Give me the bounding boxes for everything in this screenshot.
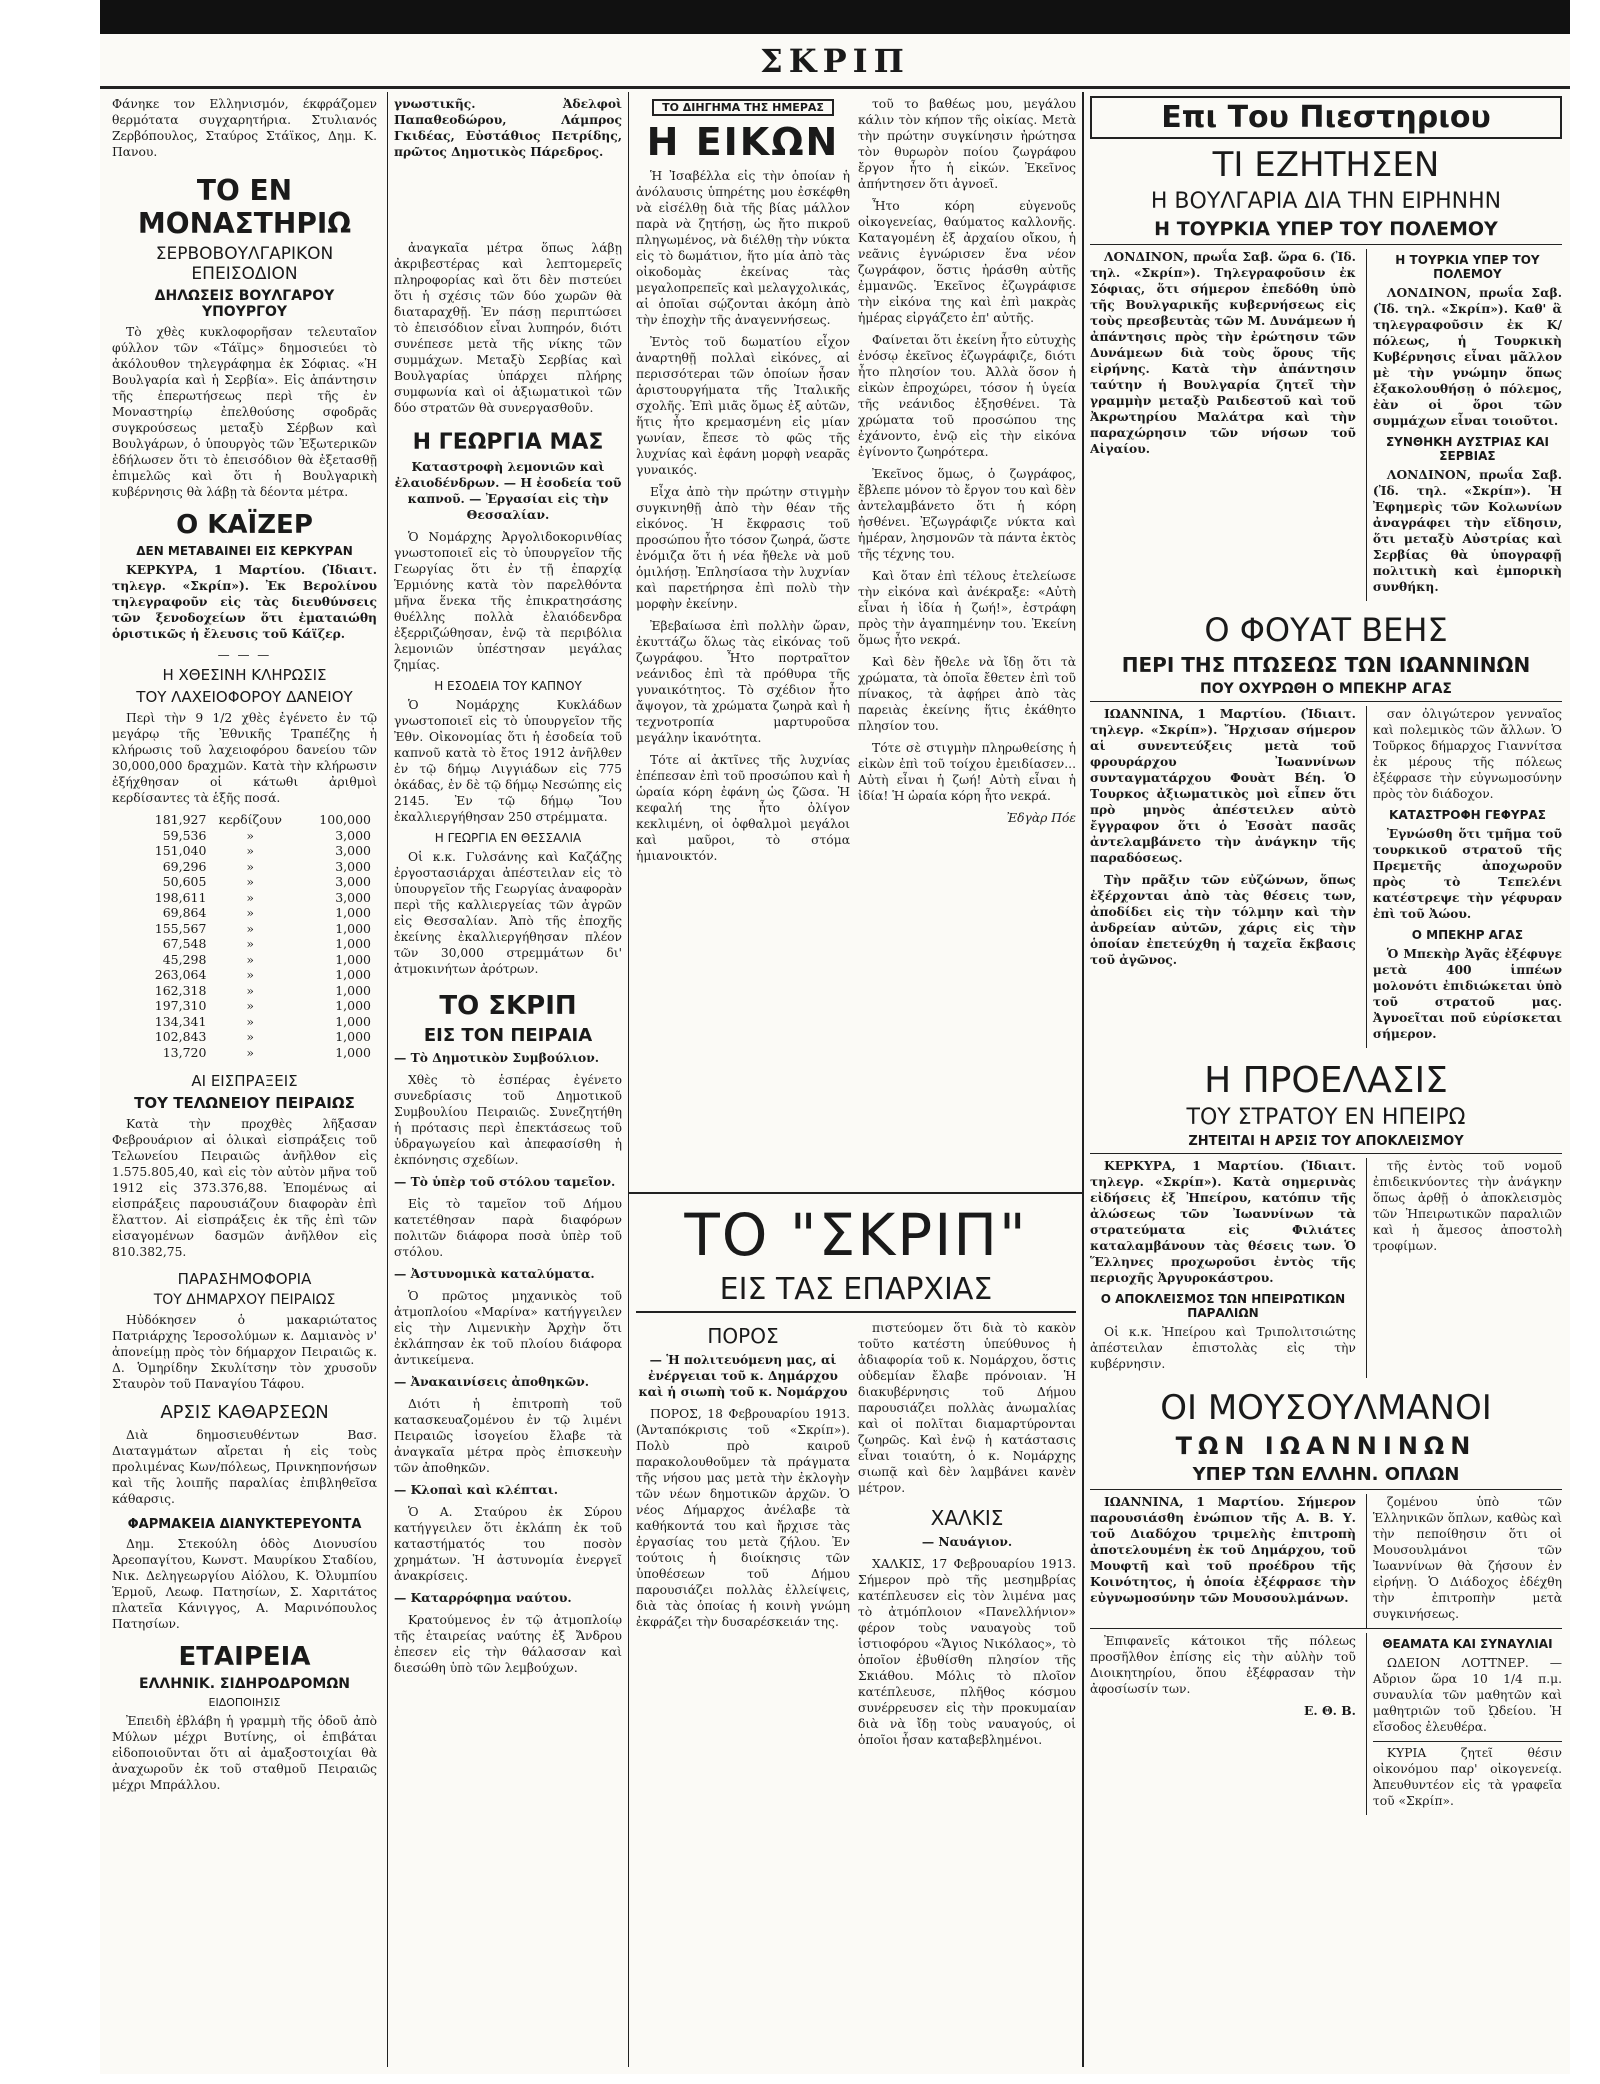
muslims-headline: ΟΙ ΜΟΥΣΟΥΛΜΑΝΟΙ bbox=[1160, 1388, 1492, 1428]
monastir-subheadline: ΣΕΡΒΟΒΟΥΛΓΑΡΙΚΟΝ ΕΠΕΙΣΟΔΙΟΝ bbox=[155, 244, 334, 284]
press-section-header: Επι Του Πιεστηριου bbox=[1090, 96, 1562, 139]
advance-article bbox=[1090, 1158, 1356, 1378]
story-paragraph-11: Καὶ δὲν ἤθελε νὰ ἴδῃ ὅτι τὰ χρώματα, τὰ ὁποῖα ἔθετεν ἐπὶ τοῦ πίνακος, τὰ ἀφῄρει ἀπὸ τὰς παρειὰς ἐκείνης ἥτις ἐκάθητο πλησίον του. bbox=[858, 655, 1076, 733]
fleet-fund-subhead: — Τὸ ὑπὲρ τοῦ στόλου ταμεῖον. bbox=[394, 1174, 616, 1189]
lottery-row bbox=[112, 890, 377, 906]
lottery-number: 67,548 bbox=[162, 936, 207, 951]
poros-column bbox=[636, 1320, 850, 2061]
mayor-headline: ΠΑΡΑΣΗΜΟΦΟΡΙΑ bbox=[177, 1270, 312, 1288]
lottery-row bbox=[112, 998, 377, 1014]
georgia-article-body: Ὁ Νομάρχης Ἀργολιδοκορινθίας γνωστοποιεῖ εἰς τὸ ὑπουργεῖον τῆς Γεωργίας ὅτι ἐν τῇ ἐπαρχίᾳ Ἑρμιόνης κατὰ τὸν παρελθόντα μῆνα ἕνεκα τῆς ἐπικρατησάσης θυέλλης πολλὰ ἐλαιόδενδρα ἐξερριζώθησαν, ἐνῷ τὰ περιβόλια λεμονιῶν ὑπέστησαν μεγάλας ζημίας. bbox=[394, 530, 622, 672]
muslims-deck: ΥΠΕΡ ΤΩΝ ΕΛΛΗΝ. ΟΠΛΩΝ bbox=[1090, 1464, 1562, 1490]
lottery-label: κερδίζουν bbox=[218, 812, 283, 827]
lottery-prize: 3,000 bbox=[335, 858, 371, 874]
railway-notice-label: ΕΙΔΟΠΟΙΗΣΙΣ bbox=[208, 1696, 281, 1709]
congratulations-text: Φάνηκε τον Ελληνισμόν, έκφράζομεν θερμότατα συγχαρητήρια. Στυλιανός Ζερβόπουλος, Σταύρος Στάϊκος, Δημ. Κ. Πανου. bbox=[112, 97, 377, 159]
lottery-number: 69,864 bbox=[162, 905, 207, 920]
theft-body: Ὁ Α. Σταύρου ἐκ Σύρου κατήγγειλεν ὅτι ἐκλάπη ἐκ τοῦ καταστήματός του ποσὸν χρημάτων. Ἡ ἀστυνομία ἐνεργεῖ ἀνακρίσεις. bbox=[394, 1505, 622, 1583]
bulgaria-article bbox=[1090, 249, 1356, 601]
customs-headline: ΑΙ ΕΙΣΠΡΑΞΕΙΣ bbox=[191, 1072, 298, 1090]
lottery-row bbox=[112, 905, 377, 921]
warehouse-subhead: — Ἀνακαινίσεις ἀποθηκῶν. bbox=[394, 1374, 590, 1389]
tobacco-article-body: Ὁ Νομάρχης Κυκλάδων γνωστοποιεῖ εἰς τὸ ὑπουργεῖον τῆς Ἐθν. Οἰκονομίας ὅτι ἡ ἐσοδεία τοῦ καπνοῦ κατὰ τὸ ἔτος 1912 ἀνῆλθεν ἐν τῷ δήμῳ Λιγγιάδων εἰς 775 ὀκάδας, ἐν δὲ τῷ δήμῳ Νεσώπης εἰς 2145. Ἐν τῷ δήμῳ Ἴου ἐκαλλιεργήθησαν 250 στρέμματα. bbox=[394, 698, 622, 824]
chalkis-column bbox=[858, 1320, 1076, 2061]
lottery-prize: 100,000 bbox=[319, 812, 371, 827]
story-paragraph-8: Φαίνεται ὅτι ἐκείνη ἦτο εὐτυχὴς ἐνόσῳ ἐκεῖνος ἐζωγράφιζε, διότι ἦτο πλησίον του. Ἀλλὰ ὅσον ἡ εἰκὼν ἐπροχώρει, τόσον ἡ ὑγεία τῆς νεάνιδος ἐξησθένει. Τὰ χρώματα τοῦ προσώπου της ἐχάνοντο, ἐνῷ εἰς τὴν εἰκόνα ἐγίνοντο ζωηρότερα. bbox=[858, 333, 1076, 459]
fuat-article-body: ΙΩΑΝΝΙΝΑ, 1 Μαρτίου. (Ἰδιαιτ. τηλεγρ. «Σκρίπ»). Ἤρχισαν σήμερον αἱ συνεντεύξεις μετὰ τοῦ φρουράρχου Ἰωαννίνων συνταγματάρχου Φουὰτ Βέη. Ὁ Τουρκος ἀξιωματικὸς μοὶ εἶπεν ὅτι πρὸ μηνὸς ἀπέστειλεν αὐτὸ ἔγγραφον ὅτι ὁ Ἐσσὰτ πασᾶς ἀντελαμβάνετο τὴν ἀνάγκην τῆς παραδόσεως. bbox=[1090, 706, 1356, 865]
bulgaria-deck: Η ΤΟΥΡΚΙΑ ΥΠΕΡ ΤΟΥ ΠΟΛΕΜΟΥ bbox=[1090, 218, 1562, 245]
lottery-row bbox=[112, 921, 377, 937]
lottery-prize: 1,000 bbox=[335, 905, 371, 920]
thessaly-headline: Η ΓΕΩΡΓΙΑ ΕΝ ΘΕΣΣΑΛΙΑ bbox=[434, 831, 582, 845]
lottery-row bbox=[112, 967, 377, 983]
theatre-article bbox=[1366, 1633, 1562, 1815]
lottery-prize: 1,000 bbox=[335, 982, 371, 998]
theatre-headline: ΘΕΑΜΑΤΑ ΚΑΙ ΣΥΝΑΥΛΙΑΙ bbox=[1382, 1637, 1553, 1651]
sailor-subhead: — Καταρρόφημα ναύτου. bbox=[394, 1590, 572, 1605]
bulgaria-subheadline: Η ΒΟΥΛΓΑΡΙΑ ΔΙΑ ΤΗΝ ΕΙΡΗΝΗΝ bbox=[1150, 189, 1502, 214]
treaty-article-body: ΛΟΝΔΙΝΟΝ, πρωΐα Σαβ. (Ἰδ. τηλ. «Σκρίπ»). Ἡ Ἐφημερὶς τῶν Κολωνίων ἀναγράφει τὴν εἴδησιν, ὅτι μεταξὺ Αὐστρίας καὶ Σερβίας θὰ ὑπογραφῇ πολιτικὴ καὶ ἐμπορικὴ συνθήκη. bbox=[1372, 467, 1562, 594]
story-paragraph-1: Ἡ Ἰσαβέλλα εἰς τὴν ὁποίαν ἡ ἀνόλαυσις ὑπηρέτης μου ἐσκέφθη νὰ εἰσέλθῃ διὰ τῆς βίας μάλλον παρὰ νὰ ζητήσῃ, ὡς ἤτο πικροῦ πληγωμένος, νὰ διέλθῃ τὴν νύκτα εἰς τὸ δωμάτιον, ἥτο μία ἀπὸ τὰς οἰκοδομὰς ἐκείνας τὰς μεγαλοπρεπεῖς καὶ μελαγχολικάς, αἱ ὁποῖαι σῴζονται ἀκόμη ἀπὸ τὴν ἐποχὴν τῆς ἀναγεννήσεως. bbox=[636, 169, 850, 327]
bulgaria-headline: ΤΙ ΕΖΗΤΗΣΕΝ bbox=[1212, 145, 1440, 185]
kaiser-headline: Ο ΚΑΪΖΕΡ bbox=[176, 510, 313, 540]
police-subhead: — Ἀστυνομικὰ καταλύματα. bbox=[394, 1266, 595, 1281]
blockade-article-body: Οἱ κ.κ. Ἠπείρου καὶ Τριπολιτσιώτης ἀπέστειλαν ἐπιστολὰς εἰς τὴν κυβέρνησιν. bbox=[1090, 1325, 1356, 1371]
lottery-prize: 1,000 bbox=[335, 1029, 371, 1044]
tobacco-headline: Η ΕΣΟΔΕΙΑ ΤΟΥ ΚΑΠΝΟΥ bbox=[434, 679, 582, 693]
theatre-article-body: ΩΔΕΙΟΝ ΛΟΤΤΝΕΡ. — Αὔριον ὥρα 10 1/4 π.μ. συναυλία τῶν μαθητῶν καὶ μαθητριῶν τοῦ ᾨδείου. Ἡ εἴσοδος ἐλευθέρα. bbox=[1372, 1656, 1562, 1734]
column-4 bbox=[858, 96, 1076, 1190]
muslims-row bbox=[1090, 1494, 1562, 1628]
advance-headline: Η ΠΡΟΕΛΑΣΙΣ bbox=[1204, 1060, 1448, 1101]
lottery-label: » bbox=[246, 967, 255, 982]
lottery-number: 134,341 bbox=[154, 1013, 207, 1029]
skrip-piraeus-headline: ΤΟ ΣΚΡΙΠ bbox=[439, 991, 577, 1021]
lottery-article-body: Περὶ τὴν 9 1/2 χθὲς ἐγένετο ἐν τῷ μεγάρῳ τῆς Ἐθνικῆς Τραπέζης ἡ κλήρωσις τοῦ λαχειοφόρου δανείου τῶν 30,000,000 δραχμῶν. Κατὰ τὴν κλήρωσιν ἐξήχθησαν οἱ κάτωθι ἀριθμοὶ κερδίσαντες τὰ ἑξῆς ποσά. bbox=[112, 711, 377, 805]
bridge-article-body: Ἐγνώσθη ὅτι τμῆμα τοῦ τουρκικοῦ στρατοῦ τῆς Πρεμετῆς ἀποχωροῦν πρὸς τὸ Τεπελένι κατέστρεψε τὴν γέφυραν ἐπὶ τοῦ Ἀώου. bbox=[1372, 826, 1562, 921]
fuat-headline: Ο ΦΟΥΑΤ ΒΕΗΣ bbox=[1204, 611, 1448, 649]
lottery-results-table bbox=[112, 812, 377, 1060]
masthead-rule bbox=[100, 86, 1570, 89]
council-subhead: — Τὸ Δημοτικὸν Συμβούλιον. bbox=[394, 1050, 600, 1065]
fuat-deck: ΠΟΥ ΟΧΥΡΩΘΗ Ο ΜΠΕΚΗΡ ΑΓΑΣ bbox=[1090, 681, 1562, 702]
lottery-label: » bbox=[246, 827, 255, 843]
fuat-article bbox=[1090, 706, 1356, 1048]
fleet-fund-body: Εἰς τὸ ταμεῖον τοῦ Δήμου κατετέθησαν παρὰ διαφόρων πολιτῶν διάφορα ποσὰ ὑπὲρ τοῦ στόλου. bbox=[394, 1197, 622, 1259]
lottery-number: 102,843 bbox=[154, 1029, 207, 1044]
mayor-subheadline: ΤΟΥ ΔΗΜΑΡΧΟΥ ΠΕΙΡΑΙΩΣ bbox=[153, 1292, 336, 1308]
theft-subhead: — Κλοπαὶ καὶ κλέπται. bbox=[394, 1482, 558, 1497]
monastir-continuation: ἀναγκαῖα μέτρα ὅπως λάβῃ ἀκριβεστέρας καὶ λεπτομερεῖς πληροφορίας καὶ ὅτι δὲν πιστεύει ὅτι ἡ σχέσις τῶν δύο χωρῶν θὰ διαταραχθῇ. Ἐν πάσῃ περιπτώσει τὸ ἐπεισόδιον εἶναι λυπηρόν, διότι συνέπεσε μετὰ τῆς νίκης τῶν συμμάχων. Μεταξὺ Σερβίας καὶ Βουλγαρίας ὑπάρχει πλήρης συμφωνία καὶ οἱ ἀξιωματικοὶ τῶν δύο στρατῶν θὰ συνεργασθοῦν. bbox=[394, 241, 622, 415]
story-paragraph-5: Τότε αἱ ἀκτῖνες τῆς λυχνίας ἐπέπεσαν ἐπὶ τοῦ προσώπου καὶ ἡ ὡραία κόρη ἐφάνη ὡς ζῶσα. Ἡ κεφαλή της ἦτο ὀλίγον κεκλιμένη, οἱ ὀφθαλμοὶ μεγάλοι καὶ μαῦροι, τὸ στόμα ἡμιανοικτόν. bbox=[636, 753, 850, 863]
warehouse-body: Διότι ἡ ἐπιτροπὴ τοῦ κατασκευαζομένου ἐν τῷ λιμένι Πειραιῶς ἰσογείου ἔλαβε τὰ ἀναγκαῖα μέτρα πρὸς ἐπισκευὴν τῶν ἀποθηκῶν. bbox=[394, 1397, 622, 1475]
advance-row bbox=[1090, 1158, 1562, 1378]
blockade-headline: Ο ΑΠΟΚΛΕΙΣΜΟΣ ΤΩΝ ΗΠΕΙΡΩΤΙΚΩΝ ΠΑΡΑΛΙΩΝ bbox=[1100, 1292, 1346, 1320]
story-paragraph-7: Ἦτο κόρη εὐγενοῦς οἰκογενείας, θαύματος καλλονῆς. Καταγομένη ἐξ ἀρχαίου οἴκου, ἡ νεᾶνις ἐγνώρισεν ἕνα νέον ζωγράφον, ὅστις ἠράσθη αὐτῆς ἐμμανῶς. Ἐκεῖνος ἐζωγράφισε τὴν εἰκόνα της καὶ ἐπὶ μακρὰς ἡμέρας εἰργάζετο ἐπ' αὐτῆς. bbox=[858, 199, 1076, 325]
lottery-label: » bbox=[246, 874, 255, 889]
lottery-prize: 1,000 bbox=[335, 936, 371, 951]
lottery-label: » bbox=[246, 1029, 255, 1044]
turkey-article-body: ΛΟΝΔΙΝΟΝ, πρωΐα Σαβ. (Ἰδ. τηλ. «Σκρίπ»). Καθ' ἃ τηλεγραφοῦσιν ἐκ Κ/πόλεως, ἡ Τουρκικὴ Κυβέρνησις εἶναι μᾶλλον μὲ τὴν γνώμην ὅπως ἐξακολουθήσῃ ὁ πόλεμος, ἐὰν οἱ ὅροι τῶν συμμάχων εἶναι τοιοῦτοι. bbox=[1372, 285, 1562, 428]
chalkis-article-body: ΧΑΛΚΙΣ, 17 Φεβρουαρίου 1913. Σήμερον πρὸ τῆς μεσημβρίας κατέπλευσεν εἰς τὸν λιμένα μας τὸ ἀτμόπλοιον «Πανελλήνιον» φέρον τοὺς ναυαγοὺς τοῦ ἱστιοφόρου «Ἅγιος Νικόλαος», τὸ ὁποῖον ἐβυθίσθη πλησίον τῆς Σκιάθου. Μόλις τὸ πλοῖον κατέπλευσε, πλῆθος κόσμου συνέρρευσεν εἰς τὴν προκυμαίαν διὰ νὰ ἴδῃ τοὺς ναυαγούς, οἱ ὁποῖοι ἦσαν καταβεβλημένοι. bbox=[858, 1557, 1076, 1747]
railway-headline: ΕΤΑΙΡΕΙΑ bbox=[178, 1642, 311, 1672]
lottery-subheadline: ΤΟΥ ΛΑΧΕΙΟΦΟΡΟΥ ΔΑΝΕΙΟΥ bbox=[136, 688, 353, 706]
lottery-row bbox=[112, 1029, 377, 1045]
lottery-row bbox=[112, 1045, 377, 1061]
column-1 bbox=[112, 96, 377, 2061]
lottery-number: 198,611 bbox=[154, 889, 207, 905]
lottery-number: 50,605 bbox=[162, 874, 207, 889]
story-divider bbox=[628, 1192, 1082, 1194]
lottery-label: » bbox=[246, 889, 255, 905]
bekir-article-body: Ὁ Μπεκὴρ Ἀγᾶς ἐξέφυγε μετὰ 400 ἱππέων μολονότι ἐπιδιώκεται ὑπὸ τοῦ στρατοῦ μας. Ἀγνοεῖται ποῦ εὑρίσκεται σήμερον. bbox=[1372, 946, 1562, 1041]
masthead: ΣΚΡΙΠ bbox=[760, 42, 910, 80]
lottery-number: 151,040 bbox=[154, 843, 207, 858]
pharmacy-headline: ΦΑΡΜΑΚΕΙΑ ΔΙΑΝΥΚΤΕΡΕΥΟΝΤΑ bbox=[127, 1517, 362, 1532]
georgia-headline: Η ΓΕΩΡΓΙΑ ΜΑΣ bbox=[412, 430, 604, 455]
poros-deck: — Ἡ πολιτευόμενη μας, αἱ ἐνέργειαι τοῦ κ. Δημάρχου καὶ ἡ σιωπὴ τοῦ κ. Νομάρχου bbox=[638, 1352, 848, 1399]
classified-ad: ΚΥΡΙΑ ζητεῖ θέσιν οἰκονόμου παρ' οἰκογενείᾳ. Ἀπευθυντέον εἰς τὰ γραφεῖα τοῦ «Σκρίπ». bbox=[1373, 1741, 1562, 1809]
lottery-prize: 1,000 bbox=[335, 1013, 371, 1029]
lottery-label: » bbox=[246, 905, 255, 920]
lottery-prize: 3,000 bbox=[335, 843, 371, 858]
turkey-article bbox=[1366, 249, 1562, 601]
advance-subheadline: ΤΟΥ ΣΤΡΑΤΟΥ ΕΝ ΗΠΕΙΡΩ bbox=[1186, 1105, 1466, 1130]
lottery-row bbox=[112, 936, 377, 952]
story-paragraph-10: Καὶ ὅταν ἐπὶ τέλους ἐτελείωσε τὴν εἰκόνα καὶ ἀνέκραξε: «Αὐτὴ εἶναι ἡ ἰδία ἡ ζωή!», ἐστράφη πρὸς τὴν ἀγαπημένην του. Ἐκείνη ὅμως ἦτο νεκρά. bbox=[858, 569, 1076, 647]
lottery-number: 45,298 bbox=[162, 951, 207, 967]
lottery-number: 69,296 bbox=[162, 858, 207, 874]
advance-side-body: τῆς ἐντὸς τοῦ νομοῦ ἐπιδεικνύοντες τὴν ἀνάγκην ὅπως ἀρθῇ ὁ ἀποκλεισμὸς τῶν Ἠπειρωτικῶν παραλιῶν καὶ ἡ ἄμεσος ἀποστολὴ τροφίμων. bbox=[1372, 1159, 1562, 1253]
column-5 bbox=[1090, 96, 1562, 2061]
thessaly-article-body: Οἱ κ.κ. Γυλσάνης καὶ Καζάζης ἐργοστασιάρχαι ἀπέστειλαν εἰς τὸ ὑπουργεῖον τῆς Γεωργίας ἀναφορὰν περὶ τῆς καλλιεργείας τῶν ἀγρῶν εἰς Θεσσαλίαν. Ἀπὸ τῆς ἐποχῆς ἐκείνης ἐκαλλιεργήθησαν πλέον τῶν 30,000 στρεμμάτων δι' ἀτμοκινήτων ἀρότρων. bbox=[394, 850, 622, 976]
lottery-row bbox=[112, 952, 377, 968]
lottery-label: » bbox=[246, 843, 255, 858]
muslims-bottom-body: Ἐπιφανεῖς κάτοικοι τῆς πόλεως προσῆλθον ἐπίσης εἰς τὴν αὐλὴν τοῦ Διοικητηρίου, ὅπου ἐξέφρασαν τὴν ἀφοσίωσίν των. bbox=[1090, 1634, 1356, 1696]
lottery-number: 59,536 bbox=[162, 827, 207, 843]
story-paragraph-9: Ἐκεῖνος ὅμως, ὁ ζωγράφος, ἔβλεπε μόνον τὸ ἔργον του καὶ δὲν ἀντελαμβάνετο ὅτι ἡ κόρη ἠσθένει. Ἐζωγράφιζε νύκτα καὶ ἡμέραν, λησμονῶν τὰ πάντα ἐκτὸς τῆς τέχνης του. bbox=[858, 467, 1076, 561]
column-divider-1 bbox=[387, 92, 388, 2067]
lottery-prize: 1,000 bbox=[335, 951, 371, 967]
lottery-row bbox=[112, 859, 377, 875]
story-title: Η ΕΙΚΩΝ bbox=[646, 120, 840, 164]
bekir-headline: Ο ΜΠΕΚΗΡ ΑΓΑΣ bbox=[1411, 928, 1524, 942]
lottery-label: » bbox=[246, 998, 255, 1013]
lottery-number: 162,318 bbox=[154, 982, 207, 998]
lottery-row bbox=[112, 874, 377, 890]
fuat-side-article bbox=[1366, 706, 1562, 1048]
lottery-prize: 3,000 bbox=[335, 874, 371, 889]
story-paragraph-6: τοῦ το βαθέως μου, μεγάλου κάλιν τὸν κήπον τῆς οἰκίας. Μετὰ τὴν πρώτην συγκίνησιν ἠρώτησα τὸν θυρωρὸν ποίου ζωγράφου ἔργον ἦτο ἡ εἰκών. Ἐκεῖνος ἀπήντησεν ὅτι ἀγνοεῖ. bbox=[858, 97, 1076, 191]
muslims-bottom-article bbox=[1090, 1633, 1356, 1815]
story-paragraph-2: Ἐντὸς τοῦ δωματίου εἶχον ἀναρτηθῇ πολλαὶ εἰκόνες, αἱ περισσότεραι τῶν ὁποίων ἦσαν ἀριστουργήματα τῆς Ἰταλικῆς σχολῆς. Ἐπὶ μιᾶς ὅμως ἐξ αὐτῶν, ἥτις ἦτο κρεμασμένη εἰς μίαν γωνίαν, ἔπεσε τὸ φῶς τῆς λυχνίας καὶ ἐφάνη μορφὴ νεαρᾶς γυναικός. bbox=[636, 335, 850, 477]
monastir-deck: ΔΗΛΩΣΕΙΣ ΒΟΥΛΓΑΡΟΥ ΥΠΟΥΡΓΟΥ bbox=[154, 288, 335, 320]
police-body: Ὁ πρῶτος μηχανικὸς τοῦ ἀτμοπλοίου «Μαρίνα» κατήγγειλεν εἰς τὴν Λιμενικὴν Ἀρχὴν ὅτι ἐκλάπησαν ἐκ τοῦ πλοίου διάφορα ἀντικείμενα. bbox=[394, 1289, 622, 1367]
bulgaria-article-body: ΛΟΝΔΙΝΟΝ, πρωΐα Σαβ. ὥρα 6. (Ἰδ. τηλ. «Σκρίπ»). Τηλεγραφοῦσιν ἐκ Σόφιας, ὅτι σήμερον ἐπεδόθη ὑπὸ τῆς Βουλγαρικῆς κυβερνήσεως εἰς τοὺς πρεσβευτὰς τῶν Μ. Δυνάμεων ἡ ἀπάντησις πρὸς τὴν ἐρώτησιν τῶν Δυνάμεων διὰ τοὺς ὅρους τῆς εἰρήνης. Κατὰ τὴν ἀπάντησιν ταύτην ἡ Βουλγαρία ζητεῖ τὴν γραμμὴν μεταξὺ Ραιδεστοῦ καὶ τοῦ Ἀκρωτηρίου Μαλάτρα καὶ τὴν παραχώρησιν τῶν νήσων τοῦ Αἰγαίου. bbox=[1090, 249, 1356, 456]
muslims-article-body: ΙΩΑΝΝΙΝΑ, 1 Μαρτίου. Σήμερον παρουσιάσθη ἐνώπιον τῆς Α. Β. Υ. τοῦ Διαδόχου τριμελὴς ἐπιτροπὴ ἀποτελουμένη ἐκ τοῦ Δημάρχου, τοῦ Μουφτῆ καὶ τοῦ προέδρου τῆς Κοινότητος, ἡ ὁποία ἐξέφρασε τὴν εὐγνωμοσύνην τῶν Μουσουλμάνων. bbox=[1090, 1494, 1356, 1605]
kaiser-subheadline: ΔΕΝ ΜΕΤΑΒΑΙΝΕΙ ΕΙΣ ΚΕΡΚΥΡΑΝ bbox=[136, 544, 353, 558]
section-divider: — — — bbox=[217, 648, 272, 662]
column-2 bbox=[394, 96, 622, 2061]
lottery-number: 13,720 bbox=[162, 1044, 207, 1060]
lottery-prize: 3,000 bbox=[335, 827, 371, 843]
lottery-row bbox=[112, 843, 377, 859]
lottery-label: » bbox=[246, 920, 255, 936]
column-divider-2 bbox=[628, 92, 629, 2067]
story-paragraph-4: Ἐβεβαίωσα ἐπὶ πολλὴν ὥραν, ἐκυττάζω ὅλως τὰς εἰκόνας τοῦ ζωγράφου. Ἦτο πορτραῖτον νεάνιδος ἐπὶ τὰ πρόθυρα τῆς γυναικότητος. Τὸ σχέδιον ἦτο ἄψογον, τὰ χρώματα ζωηρὰ καὶ ἡ τεχνοτροπία μαρτυροῦσα μεγάλην ἱκανότητα. bbox=[636, 619, 850, 745]
lottery-label: » bbox=[246, 982, 255, 998]
monastir-article-body: Τὸ χθὲς κυκλοφορῆσαν τελευταῖον φύλλον τῶν «Τάϊμς» δημοσιεύει τὸ ἀκόλουθον τηλεγράφημα ἐκ Σόφιας. «Ἡ Βουλγαρία καὶ ἡ Σερβία». Εἰς ἀπάντησιν τῆς ἐπερωτήσεως περὶ τῆς ἐν Μοναστηρίῳ ἐπελθούσης σφοδρᾶς συγκρούσεως μεταξὺ Σέρβων καὶ Βουλγάρων, ὁ ὑπουργὸς τῶν Ἐξωτερικῶν ἐδήλωσεν ὅτι τὸ ἐπεισόδιον θὰ ἐξετασθῇ ἐπιμελῶς καὶ ὅτι ἡ Βουλγαρικὴ κυβέρνησις θὰ λάβῃ τὰ δέοντα μέτρα. bbox=[112, 325, 377, 499]
railway-subheadline: ΕΛΛΗΝΙΚ. ΣΙΔΗΡΟΔΡΟΜΩΝ bbox=[139, 1676, 350, 1692]
advance-article-body: ΚΕΡΚΥΡΑ, 1 Μαρτίου. (Ἰδιαιτ. τηλεγρ. «Σκρίπ»). Κατὰ σημερινὰς εἰδήσεις ἐξ Ἠπείρου, κατόπιν τῆς ἀλώσεως τῶν Ἰωαννίνων τὰ στρατεύματα εἰς Φιλιάτες καταλαμβάνουν τὰς θέσεις των. Ὁ Ἕλληνες προχωροῦσι ἐντὸς τῆς περιοχῆς Ἀργυροκάστρου. bbox=[1090, 1158, 1356, 1285]
lottery-prize: 1,000 bbox=[335, 920, 371, 936]
pharmacy-article-body: Δημ. Στεκούλη ὁδὸς Διονυσίου Ἀρεοπαγίτου, Κωνστ. Μαυρίκου Σταδίου, Νικ. Δεληγεωργίου Αἰόλου, Κ. Ὀλυμπίου Ἑρμοῦ, Λεωφ. Πατησίων, Σ. Χαριτάτος πλατεῖα Κάνιγγος, Α. Μαρινόπουλος Πατησίων. bbox=[112, 1537, 377, 1631]
bridge-headline: ΚΑΤΑΣΤΡΟΦΗ ΓΕΦΥΡΑΣ bbox=[1389, 808, 1546, 822]
story-author: Ἐδγὰρ Πόε bbox=[1006, 811, 1076, 825]
muslims-article bbox=[1090, 1494, 1356, 1628]
purge-article-body: Διὰ δημοσιευθέντων Βασ. Διαταγμάτων αἴρεται ἡ εἰς τοὺς προλιμένας Κων/πόλεως, Πρινκηπονήσων καὶ τῆς λοιπῆς παραλίας ἐπιβληθεῖσα κάθαρσις. bbox=[112, 1428, 377, 1506]
turkey-headline: Η ΤΟΥΡΚΙΑ ΥΠΕΡ ΤΟΥ ΠΟΛΕΜΟΥ bbox=[1395, 253, 1540, 281]
story-tag: ΤΟ ΔΙΗΓΗΜΑ ΤΗΣ ΗΜΕΡΑΣ bbox=[636, 96, 850, 116]
top-black-bar bbox=[100, 0, 1570, 34]
lottery-row bbox=[112, 812, 377, 828]
lottery-label: » bbox=[246, 951, 255, 967]
customs-article-body: Κατὰ τὴν προχθὲς λῆξασαν Φεβρουάριον αἱ ὁλικαὶ εἰσπράξεις τοῦ Τελωνείου Πειραιῶς ἀνῆλθον εἰς 1.575.805,40, καὶ εἰς τὸν αὐτὸν μῆνα τοῦ 1912 εἰς 373.376,88. Ἐπομένως αἱ εἰσπράξεις παρουσιάζουν διαφορὰν ἐπὶ ἔλαττον. Αἱ εἰσπράξεις ἐκ τῆς ἐπὶ τῶν εἰσαγομένων δασμῶν ἀνῆλθον εἰς 810.382,75. bbox=[112, 1117, 377, 1259]
fuat-side-body: σαν ὀλιγώτερον γενναῖος καὶ πολεμικὸς τῶν ἄλλων. Ὁ Τοῦρκος δήμαρχος Γιαννίτσα ἐκ μέρους τῆς πόλεως ἐξέφρασε τὴν εὐγνωμοσύνην πρὸς τὸν διάδοχον. bbox=[1372, 707, 1562, 801]
mayor-article-body: Ηὐδόκησεν ὁ μακαριώτατος Πατριάρχης Ἱεροσολύμων κ. Δαμιανὸς ν' ἀπονείμῃ πρὸς τὸν δήμαρχον Πειραιῶς κ. Δ. Ὁμηρίδην Σκυλίτσην τὸν χρυσοῦν Σταυρὸν τοῦ Παναγίου Τάφου. bbox=[112, 1313, 377, 1391]
poros-continuation: πιστεύομεν ὅτι διὰ τὸ κακὸν τοῦτο κατέστη ὑπεύθυνος ἡ ἀδιαφορία τοῦ κ. Νομάρχου, ὅστις οὐδεμίαν ἔλαβε πρόνοιαν. Ἡ διακυβέρνησις τοῦ Δήμου παρουσιάζει πολλὰς ἀνωμαλίας καὶ οἱ πολῖται διαμαρτύρονται ζωηρῶς. Καὶ ἐνῷ ἡ κατάστασις εἶναι τοιαύτη, ὁ κ. Νομάρχης σιωπᾷ καὶ δὲν λαμβάνει κανὲν μέτρον. bbox=[858, 1321, 1076, 1495]
purge-headline: ΑΡΣΙΣ ΚΑΘΑΡΣΕΩΝ bbox=[160, 1402, 329, 1423]
lottery-prize: 3,000 bbox=[335, 889, 371, 905]
lottery-number: 197,310 bbox=[154, 998, 207, 1013]
lottery-label: » bbox=[246, 1013, 255, 1029]
kaiser-article-body: ΚΕΡΚΥΡΑ, 1 Μαρτίου. (Ἰδιαιτ. τηλεγρ. «Σκρίπ»). Ἐκ Βερολίνου τηλεγραφοῦν εἰς τὰς διευθύνσεις τῶν ξενοδοχείων ὅτι ἐματαιώθη ὁριστικῶς ἡ ἔλευσις τοῦ Κάϊζερ. bbox=[112, 562, 377, 641]
customs-subheadline: ΤΟΥ ΤΕΛΩΝΕΙΟΥ ΠΕΙΡΑΙΩΣ bbox=[134, 1094, 355, 1112]
lottery-number: 263,064 bbox=[154, 967, 207, 982]
provinces-subheadline: ΕΙΣ ΤΑΣ ΕΠΑΡΧΙΑΣ bbox=[636, 1272, 1076, 1313]
lottery-number: 155,567 bbox=[154, 920, 207, 936]
lottery-row bbox=[112, 1014, 377, 1030]
lottery-headline: Η ΧΘΕΣΙΝΗ ΚΛΗΡΩΣΙΣ bbox=[162, 666, 327, 684]
fuat-subheadline: ΠΕΡΙ ΤΗΣ ΠΤΩΣΕΩΣ ΤΩΝ ΙΩΑΝΝΙΝΩΝ bbox=[1121, 653, 1531, 677]
lottery-row bbox=[112, 828, 377, 844]
chalkis-headline: ΧΑΛΚΙΣ bbox=[930, 1506, 1004, 1530]
lottery-label: » bbox=[246, 1044, 255, 1060]
poros-headline: ΠΟΡΟΣ bbox=[707, 1324, 779, 1348]
signatories-text: γνωστικῆς. Ἀδελφοὶ Παπαθεοδώρου, Λάμπρος Γκιδέας, Εὐστάθιος Πετρίδης, πρῶτος Δημοτικὸς Πάρεδρος. bbox=[394, 96, 622, 159]
muslims-side-body: ζομένου ὑπὸ τῶν Ἑλληνικῶν ὅπλων, καθὼς καὶ τὴν πεποίθησιν ὅτι οἱ Μουσουλμάνοι τῶν Ἰωαννίνων θὰ ζήσουν ἐν εἰρήνῃ. Ὁ Διάδοχος ἐδέχθη τὴν ἐπιτροπὴν μετὰ συγκινήσεως. bbox=[1372, 1495, 1562, 1621]
column-divider-3 bbox=[1082, 92, 1084, 2067]
fuat-row bbox=[1090, 706, 1562, 1048]
council-body: Χθὲς τὸ ἑσπέρας ἐγένετο συνεδρίασις τοῦ Δημοτικοῦ Συμβουλίου Πειραιῶς. Συνεζητήθη ἡ πρότασις περὶ ἐπεκτάσεως τοῦ ὑδραγωγείου καὶ ἀπεφασίσθη ἡ ἐκπόνησις σχεδίων. bbox=[394, 1073, 622, 1167]
lottery-label: » bbox=[246, 936, 255, 951]
chalkis-subhead: — Ναυάγιον. bbox=[921, 1534, 1013, 1549]
treaty-headline: ΣΥΝΘΗΚΗ ΑΥΣΤΡΙΑΣ ΚΑΙ ΣΕΡΒΙΑΣ bbox=[1385, 435, 1549, 463]
lottery-row bbox=[112, 983, 377, 999]
lottery-prize: 1,000 bbox=[335, 967, 371, 982]
story-paragraph-12: Τότε σὲ στιγμὴν πληρωθείσης ἡ εἰκὼν ἐπὶ τοῦ τοίχου ἐμειδίασεν... Αὐτὴ εἶναι ἡ ζωή! Αὐτὴ εἶναι ἡ ἰδία! Ἡ ὡραία κόρη ἦτο νεκρά. bbox=[858, 741, 1076, 803]
advance-side-article bbox=[1366, 1158, 1562, 1378]
sailor-body: Κρατούμενος ἐν τῷ ἀτμοπλοίῳ τῆς ἑταιρείας ναύτης ἐξ Ἄνδρου ἐπεσεν εἰς τὴν θάλασσαν καὶ διεσώθη ὑπὸ τῶν λεμβούχων. bbox=[394, 1613, 622, 1675]
provinces-big-headline: ΤΟ "ΣΚΡΙΠ" bbox=[684, 1201, 1028, 1269]
monastir-headline: ΤΟ ΕΝ ΜΟΝΑΣΤΗΡΙΩ bbox=[137, 174, 352, 240]
lottery-prize: 1,000 bbox=[335, 998, 371, 1013]
column-3 bbox=[636, 96, 850, 1190]
advance-deck: ΖΗΤΕΙΤΑΙ Η ΑΡΣΙΣ ΤΟΥ ΑΠΟΚΛΕΙΣΜΟΥ bbox=[1090, 1134, 1562, 1154]
fuat-article-body-2: Τὴν πρᾶξιν τῶν εὐζώνων, ὅπως ἐξέρχονται ἀπὸ τὰς θέσεις των, ἀποδίδει εἰς τὴν τόλμην καὶ τὴν ἀνδρείαν αὐτῶν, χάρις εἰς τὴν ὁποίαν ἐπετεύχθη ἡ ταχεῖα ἔκβασις τοῦ ἀγῶνος. bbox=[1090, 872, 1356, 967]
lottery-number: 181,927 bbox=[154, 812, 207, 827]
lottery-prize: 1,000 bbox=[335, 1044, 371, 1060]
bulgaria-turkey-row bbox=[1090, 249, 1562, 601]
muslims-subheadline: ΤΩΝ ΙΩΑΝΝΙΝΩΝ bbox=[1175, 1432, 1477, 1460]
skrip-piraeus-subheadline: ΕΙΣ ΤΟΝ ΠΕΙΡΑΙΑ bbox=[423, 1025, 593, 1046]
railway-article-body: Ἐπειδὴ ἐβλάβη ἡ γραμμὴ τῆς ὁδοῦ ἀπὸ Μύλων μέχρι Βυτίνης, οἱ ἐπιβάται εἰδοποιοῦνται ὅτι αἱ ἀμαξοστοιχίαι θὰ ἀναχωροῦν ἐκ τοῦ σταθμοῦ Πειραιῶς μέχρι Μπράλλου. bbox=[112, 1714, 377, 1792]
story-paragraph-3: Εἶχα ἀπὸ τὴν πρώτην στιγμὴν συγκινηθῇ ἀπὸ τὴν θέαν τῆς εἰκόνος. Ἡ ἔκφρασις τοῦ προσώπου ἦτο τόσον ζωηρά, ὥστε ἐνόμιζα ὅτι ἡ νέα ἤθελε νὰ μοῦ ὁμιλήσῃ. Ἐπλησίασα τὴν λυχνίαν καὶ παρετήρησα ἐπὶ πολὺ τὴν μορφὴν ἐκείνην. bbox=[636, 485, 850, 611]
lottery-label: » bbox=[246, 858, 255, 874]
poros-article-body: ΠΟΡΟΣ, 18 Φεβρουαρίου 1913. (Ἀνταπόκρισις τοῦ «Σκρίπ»). Πολὺ πρὸ καιροῦ παρακολουθοῦμεν τὰ πράγματα τῆς νήσου μας μετὰ τὴν ἐκλογὴν τῶν νέων δημοτικῶν ἀρχῶν. Ὁ νέος Δήμαρχος ἀνέλαβε τὰ καθήκοντά του καὶ ἤρχισε τὰς ἐργασίας του μετὰ ζήλου. Ἐν τούτοις ἡ διοίκησις τῶν ὑποθέσεων τοῦ Δήμου παρουσιάζει πολλὰς ἐλλείψεις, διὰ τὰς ὁποίας ἡ κοινὴ γνώμη ἐκφράζει τὴν δυσαρέσκειάν της. bbox=[636, 1407, 850, 1629]
georgia-deck: Καταστροφὴ λεμονιῶν καὶ ἐλαιοδένδρων. — Η ἐσοδεία τοῦ καπνοῦ. — Ἐργασίαι εἰς τὴν Θεσσαλίαν. bbox=[394, 459, 622, 522]
column-signature: Ε. Θ. Β. bbox=[1304, 1703, 1356, 1718]
bottom-row bbox=[1090, 1628, 1562, 1815]
muslims-side-article bbox=[1366, 1494, 1562, 1628]
